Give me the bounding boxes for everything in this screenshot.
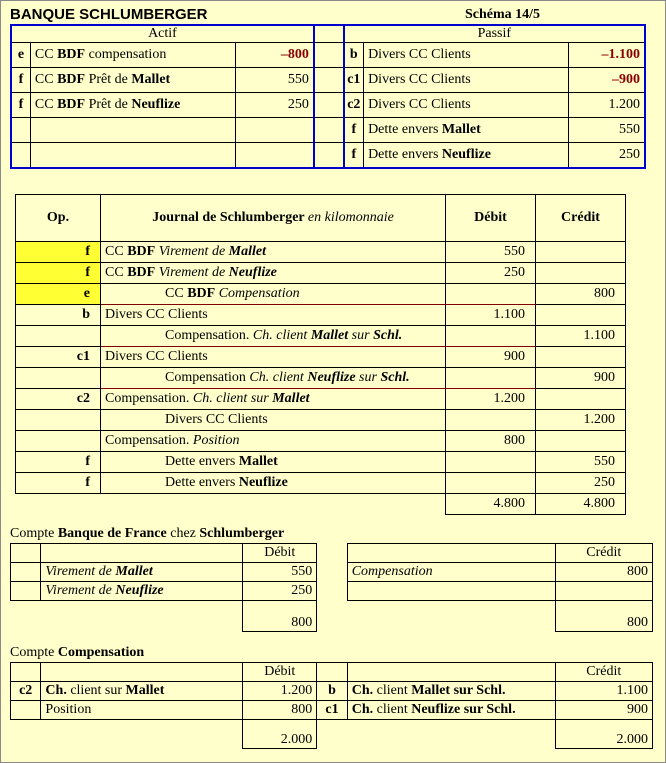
credit-amount [536, 263, 626, 284]
balance-row [11, 118, 645, 143]
entry-label: Compensation. Ch. client Mallet sur Schl. [101, 326, 446, 347]
bdf-debit-value: 250 [243, 582, 317, 601]
comp-credit-label: Ch. client Neuflize sur Schl. [347, 701, 555, 720]
schema-number: Schéma 14/5 [465, 7, 541, 22]
debit-amount [446, 284, 536, 305]
bdf-account-title: Compte Banque de France chez Schlumberger [10, 526, 285, 541]
actif-label [30, 118, 235, 143]
passif-code: f [344, 143, 364, 169]
actif-code: e [11, 43, 30, 68]
journal-table [15, 194, 626, 515]
comp-credit-label: Ch. client Mallet sur Schl. [347, 682, 555, 701]
comp-op-code: b [317, 682, 347, 701]
journal-title [101, 195, 446, 242]
actif-code: f [11, 93, 30, 118]
debit-amount [446, 410, 536, 431]
comp-credit-value: 900 [555, 701, 652, 720]
credit-header: Crédit [536, 195, 626, 242]
actif-amount: 550 [236, 68, 314, 93]
op-code [16, 368, 101, 389]
comp-credit-value: 1.100 [555, 682, 652, 701]
passif-label: Dette envers Neuflize [364, 143, 569, 169]
passif-code: c1 [344, 68, 364, 93]
entry-label: Compensation. Position [101, 431, 446, 452]
comp-debit-label: Position [41, 701, 243, 720]
actif-label: CC BDF compensation [30, 43, 235, 68]
balance-row [11, 143, 645, 169]
comp-t-account [10, 662, 653, 749]
bdf-debit-label: Virement de Neuflize [41, 582, 243, 601]
debit-amount: 1.100 [446, 305, 536, 326]
actif-code [11, 143, 30, 169]
actif-label [30, 143, 235, 169]
credit-amount: 1.100 [536, 326, 626, 347]
bdf-debit-label: Virement de Mallet [41, 563, 243, 582]
credit-amount [536, 389, 626, 410]
balance-sheet [10, 24, 646, 169]
credit-amount: 250 [536, 473, 626, 494]
actif-label: CC BDF Prêt de Neuflize [30, 93, 235, 118]
passif-amount: 250 [568, 143, 645, 169]
bdf-credit-header: Crédit [555, 544, 652, 563]
column-gap [314, 43, 344, 68]
entry-label: Compensation Ch. client Neuflize sur Schl. [101, 368, 446, 389]
journal-total-debit: 4.800 [446, 494, 536, 515]
comp-debit-header: Débit [243, 663, 317, 682]
op-code: c1 [16, 347, 101, 368]
entry-label: Divers CC Clients [101, 305, 446, 326]
entry-label: CC BDF Virement de Neuflize [101, 263, 446, 284]
passif-code: f [344, 118, 364, 143]
journal-title-text: Journal de Schlumberger [152, 210, 305, 225]
debit-amount [446, 473, 536, 494]
actif-amount: –800 [236, 43, 314, 68]
comp-debit-total: 2.000 [243, 720, 317, 749]
credit-amount [536, 305, 626, 326]
op-code [16, 410, 101, 431]
bdf-debit-total: 800 [243, 601, 317, 632]
passif-code: b [344, 43, 364, 68]
comp-credit-total: 2.000 [555, 720, 652, 749]
credit-amount: 550 [536, 452, 626, 473]
column-gap [314, 93, 344, 118]
credit-amount [536, 242, 626, 263]
debit-amount: 250 [446, 263, 536, 284]
balance-row [11, 68, 645, 93]
bdf-t-account [10, 543, 653, 632]
debit-amount: 900 [446, 347, 536, 368]
entry-label: Dette envers Neuflize [101, 473, 446, 494]
passif-label: Divers CC Clients [364, 43, 569, 68]
passif-amount: 1.200 [568, 93, 645, 118]
debit-amount: 1.200 [446, 389, 536, 410]
passif-label: Divers CC Clients [364, 93, 569, 118]
bank-title: BANQUE SCHLUMBERGER [10, 6, 208, 23]
actif-label: CC BDF Prêt de Mallet [30, 68, 235, 93]
bdf-debit-value: 550 [243, 563, 317, 582]
passif-amount: –900 [568, 68, 645, 93]
comp-debit-value: 800 [243, 701, 317, 720]
entry-label: CC BDF Virement de Mallet [101, 242, 446, 263]
comp-op-code: c1 [317, 701, 347, 720]
debit-header: Débit [446, 195, 536, 242]
op-code [16, 431, 101, 452]
actif-amount [236, 143, 314, 169]
op-code: f [16, 263, 101, 284]
column-gap [314, 68, 344, 93]
column-gap [314, 118, 344, 143]
passif-header: Passif [344, 25, 645, 43]
debit-amount: 550 [446, 242, 536, 263]
column-gap [314, 143, 344, 169]
actif-amount [236, 118, 314, 143]
actif-code: f [11, 68, 30, 93]
op-code [16, 326, 101, 347]
journal-total-credit: 4.800 [536, 494, 626, 515]
entry-label: CC BDF Compensation [101, 284, 446, 305]
debit-amount [446, 368, 536, 389]
actif-code [11, 118, 30, 143]
comp-account-title: Compte Compensation [10, 645, 145, 660]
actif-header: Actif [11, 25, 314, 43]
debit-amount [446, 452, 536, 473]
debit-amount: 800 [446, 431, 536, 452]
passif-label: Divers CC Clients [364, 68, 569, 93]
comp-debit-value: 1.200 [243, 682, 317, 701]
credit-amount: 900 [536, 368, 626, 389]
passif-amount: –1.100 [568, 43, 645, 68]
op-code: f [16, 473, 101, 494]
balance-row [11, 93, 645, 118]
op-code: c2 [16, 389, 101, 410]
comp-credit-header: Crédit [555, 663, 652, 682]
credit-amount: 1.200 [536, 410, 626, 431]
credit-amount: 800 [536, 284, 626, 305]
passif-label: Dette envers Mallet [364, 118, 569, 143]
op-code: b [16, 305, 101, 326]
bdf-credit-total: 800 [555, 601, 652, 632]
entry-label: Compensation. Ch. client sur Mallet [101, 389, 446, 410]
entry-label: Dette envers Mallet [101, 452, 446, 473]
op-header: Op. [16, 195, 101, 242]
entry-label: Divers CC Clients [101, 347, 446, 368]
comp-op-code: c2 [11, 682, 41, 701]
bdf-credit-value: 800 [555, 563, 652, 582]
bdf-debit-header: Débit [243, 544, 317, 563]
passif-code: c2 [344, 93, 364, 118]
actif-amount: 250 [236, 93, 314, 118]
credit-amount [536, 431, 626, 452]
op-code: f [16, 242, 101, 263]
balance-row [11, 43, 645, 68]
entry-label: Divers CC Clients [101, 410, 446, 431]
credit-amount [536, 347, 626, 368]
op-code: f [16, 452, 101, 473]
debit-amount [446, 326, 536, 347]
passif-amount: 550 [568, 118, 645, 143]
op-code: e [16, 284, 101, 305]
comp-debit-label: Ch. client sur Mallet [41, 682, 243, 701]
journal-unit: en kilomonnaie [307, 210, 394, 225]
bdf-credit-label: Compensation [347, 563, 555, 582]
